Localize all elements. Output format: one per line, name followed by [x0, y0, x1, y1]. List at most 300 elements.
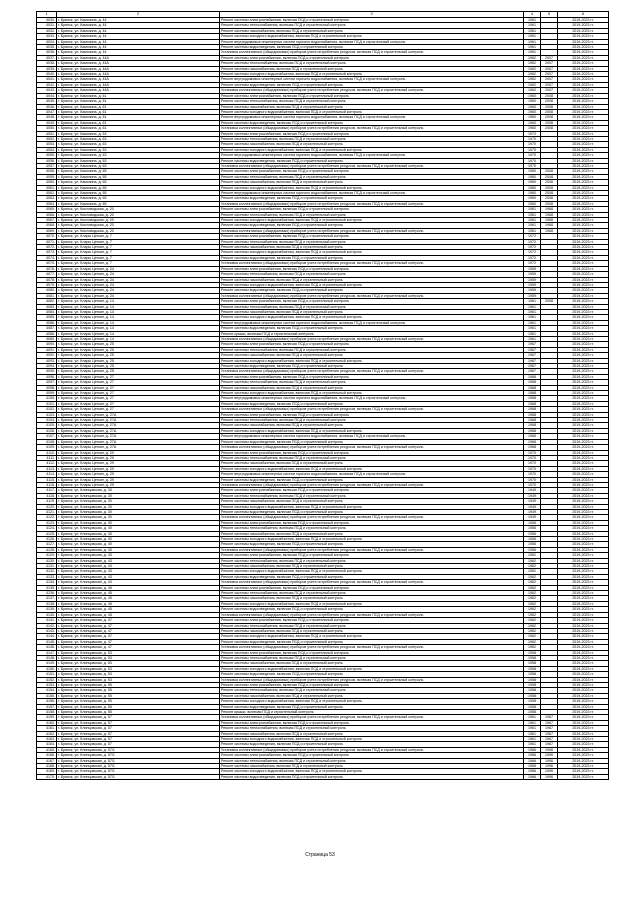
year-built-cell: 1959 — [524, 272, 541, 277]
year-reconstruction-cell: 1967 — [541, 715, 558, 720]
address-cell: г. Брянск, ул. Клары Цеткин, д. 29 — [57, 455, 220, 460]
row-number-cell: 4053. — [37, 142, 57, 147]
address-cell: г. Брянск, ул. Клинцовская, д. 57/1 — [57, 758, 220, 763]
period-cell: 2019-2023 гг. — [558, 34, 609, 39]
period-cell: 2019-2023 гг. — [558, 88, 609, 93]
year-built-cell: 1972 — [524, 234, 541, 239]
period-cell: 2019-2023 гг. — [558, 277, 609, 282]
address-cell: г. Брянск, ул. Клинцовская, д. 53 — [57, 677, 220, 682]
row-number-cell: 4102. — [37, 407, 57, 412]
row-number-cell: 4035. — [37, 45, 57, 50]
year-built-cell: 1968 — [524, 380, 541, 385]
work-type-cell: Ремонт системы газоснабжения, включая ПСД и строительный контроль — [220, 142, 524, 147]
row-number-cell: 4116. — [37, 482, 57, 487]
work-type-cell: Ремонт системы газоснабжения, включая ПСД и строительный контроль — [220, 693, 524, 698]
year-built-cell: 1961 — [524, 326, 541, 331]
address-cell: г. Брянск, ул. Клары Цеткин, д. 25 — [57, 347, 220, 352]
work-type-cell: Ремонт системы водоотведения, включая ПСД и строительный контроль — [220, 607, 524, 612]
work-type-cell: Ремонт системы теплоснабжения, включая ПСД и строительный контроль — [220, 623, 524, 628]
period-cell: 2019-2023 гг. — [558, 504, 609, 509]
address-cell: г. Брянск, ул. Клары Цеткин, д. 7 — [57, 234, 220, 239]
address-cell: г. Брянск, ул. Клары Цеткин, д. 29 — [57, 482, 220, 487]
work-type-cell: Ремонт системы водоотведения, включая ПСД и строительный контроль — [220, 255, 524, 260]
row-number-cell: 4063. — [37, 196, 57, 201]
address-cell: г. Брянск, ул. Клинцовская, д. 30 — [57, 493, 220, 498]
year-built-cell: 1962 — [524, 77, 541, 82]
row-number-cell: 4122. — [37, 515, 57, 520]
work-type-cell: Установка коллективных (общедомовых) приборов учета потребления ресурсов, включая ПСД и строительный контроль — [220, 445, 524, 450]
work-type-cell: Ремонт системы теплоснабжения, включая ПСД и строительный контроль — [220, 212, 524, 217]
work-type-cell: Установка коллективных (общедомовых) приборов учета потребления ресурсов, включая ПСД и строительный контроль — [220, 482, 524, 487]
row-number-cell: 4067. — [37, 218, 57, 223]
row-number-cell: 4040. — [37, 72, 57, 77]
year-reconstruction-cell: 1968 — [541, 228, 558, 233]
period-cell: 2019-2023 гг. — [558, 574, 609, 579]
work-type-cell: Ремонт системы холодного водоснабжения, включая ПСД и строительный контроль — [220, 250, 524, 255]
year-reconstruction-cell: 1967 — [541, 742, 558, 747]
row-number-cell: 4159. — [37, 715, 57, 720]
work-type-cell: Ремонт системы газоснабжения, включая ПСД и строительный контроль — [220, 564, 524, 569]
period-cell: 2019-2023 гг. — [558, 731, 609, 736]
address-cell: г. Брянск, ул. Клары Цеткин, д. 14 — [57, 309, 220, 314]
address-cell: г. Брянск, ул. Камозина, д. 44 — [57, 39, 220, 44]
year-built-cell: 1970 — [524, 158, 541, 163]
period-cell: 2019-2023 гг. — [558, 55, 609, 60]
row-number-cell: 4066. — [37, 212, 57, 217]
address-cell: г. Брянск, ул. Клинцовская, д. 45 — [57, 607, 220, 612]
work-type-cell: Ремонт системы электроснабжения, включая ПСД и строительный контроль — [220, 553, 524, 558]
address-cell: г. Брянск, ул. Клинцовская, д. 53 — [57, 661, 220, 666]
address-cell: г. Брянск, ул. Клары Цеткин, д. 27А — [57, 445, 220, 450]
year-built-cell: 1966 — [524, 747, 541, 752]
row-number-cell: 4162. — [37, 731, 57, 736]
row-number-cell: 4083. — [37, 304, 57, 309]
year-built-cell: 1968 — [524, 412, 541, 417]
address-cell: г. Брянск, ул. Камозина, д. 63 — [57, 163, 220, 168]
address-cell: г. Брянск, ул. Клинцовская, д. 53 — [57, 672, 220, 677]
year-built-cell: 1961 — [524, 309, 541, 314]
period-cell: 2019-2023 гг. — [558, 201, 609, 206]
address-cell: г. Брянск, ул. Камозина, д. 63 — [57, 136, 220, 141]
year-built-cell: 1962 — [524, 569, 541, 574]
row-number-cell: 4145. — [37, 639, 57, 644]
year-built-cell: 1956 — [524, 520, 541, 525]
address-cell: г. Брянск, ул. Камозина, д. 65 — [57, 185, 220, 190]
address-cell: г. Брянск, ул. Клинцовская, д. 55 — [57, 682, 220, 687]
address-cell: г. Брянск, ул. Кисловодская, д. 20 — [57, 223, 220, 228]
period-cell: 2019-2023 гг. — [558, 547, 609, 552]
address-cell: г. Брянск, ул. Клинцовская, д. 57/1 — [57, 764, 220, 769]
year-built-cell: 1956 — [524, 547, 541, 552]
work-type-cell: Установка коллективных (общедомовых) приборов учета потребления ресурсов, включая ПСД и строительный контроль — [220, 677, 524, 682]
work-type-cell: Ремонт системы электроснабжения, включая ПСД и строительный контроль — [220, 374, 524, 379]
period-cell: 2019-2023 гг. — [558, 174, 609, 179]
year-built-cell: 1961 — [524, 320, 541, 325]
period-cell: 2019-2023 гг. — [558, 585, 609, 590]
work-type-cell: Ремонт системы холодного водоснабжения, включая ПСД и строительный контроль — [220, 601, 524, 606]
period-cell: 2019-2023 гг. — [558, 428, 609, 433]
year-built-cell: 1968 — [524, 407, 541, 412]
address-cell: г. Брянск, ул. Клинцовская, д. 47 — [57, 628, 220, 633]
year-built-cell: 1960 — [524, 201, 541, 206]
row-number-cell: 4088. — [37, 331, 57, 336]
work-type-cell: Ремонт системы электроснабжения, включая ПСД и строительный контроль — [220, 520, 524, 525]
address-cell: г. Брянск, ул. Клары Цеткин, д. 14 — [57, 326, 220, 331]
column-number-header: 4 — [524, 12, 541, 18]
period-cell: 2019-2023 гг. — [558, 434, 609, 439]
work-type-cell: Ремонт системы электроснабжения, включая ПСД и строительный контроль — [220, 299, 524, 304]
work-type-cell: Ремонт системы электроснабжения, включая ПСД и строительный контроль — [220, 266, 524, 271]
work-type-cell: Ремонт системы теплоснабжения, включая ПСД и строительный контроль — [220, 591, 524, 596]
year-built-cell: 1967 — [524, 347, 541, 352]
year-built-cell: 1960 — [524, 174, 541, 179]
row-number-cell: 4127. — [37, 542, 57, 547]
year-reconstruction-cell: 1996 — [541, 747, 558, 752]
year-built-cell: 1959 — [524, 266, 541, 271]
year-built-cell: 1962 — [524, 55, 541, 60]
address-cell: г. Брянск, ул. Клары Цеткин, д. 27А — [57, 423, 220, 428]
year-built-cell: 1962 — [524, 72, 541, 77]
period-cell: 2019-2023 гг. — [558, 191, 609, 196]
year-built-cell: 1970 — [524, 455, 541, 460]
period-cell: 2019-2023 гг. — [558, 742, 609, 747]
year-built-cell: 1961 — [524, 50, 541, 55]
period-cell: 2019-2023 гг. — [558, 623, 609, 628]
address-cell: г. Брянск, ул. Кисловодская, д. 20 — [57, 212, 220, 217]
period-cell: 2019-2023 гг. — [558, 612, 609, 617]
period-cell: 2019-2023 гг. — [558, 272, 609, 277]
year-built-cell: 1968 — [524, 418, 541, 423]
work-type-cell: Ремонт системы водоотведения, включая ПСД и строительный контроль — [220, 774, 524, 779]
work-type-cell: Ремонт системы водоотведения, включая ПСД и строительный контроль — [220, 401, 524, 406]
repair-plan-table — [36, 11, 609, 780]
period-cell: 2019-2023 гг. — [558, 18, 609, 23]
address-cell: г. Брянск, ул. Клинцовская, д. 30 — [57, 504, 220, 509]
row-number-cell: 4104. — [37, 418, 57, 423]
address-cell: г. Брянск, ул. Клары Цеткин, д. 27А — [57, 428, 220, 433]
work-type-cell: Ремонт системы холодного водоснабжения, включая ПСД и строительный контроль — [220, 109, 524, 114]
row-number-cell: 4155. — [37, 693, 57, 698]
row-number-cell: 4115. — [37, 477, 57, 482]
row-number-cell: 4054. — [37, 147, 57, 152]
row-number-cell: 4033. — [37, 34, 57, 39]
work-type-cell: Ремонт системы водоотведения, включая ПСД и строительный контроль — [220, 288, 524, 293]
period-cell: 2019-2023 гг. — [558, 228, 609, 233]
period-cell: 2019-2023 гг. — [558, 77, 609, 82]
address-cell: г. Брянск, ул. Клары Цеткин, д. 14 — [57, 331, 220, 336]
period-cell: 2019-2023 гг. — [558, 737, 609, 742]
row-number-cell: 4136. — [37, 591, 57, 596]
address-cell: г. Брянск, ул. Клинцовская, д. 40 — [57, 547, 220, 552]
address-cell: г. Брянск, ул. Камозина, д. 65 — [57, 174, 220, 179]
period-cell: 2019-2023 гг. — [558, 569, 609, 574]
work-type-cell: Ремонт системы холодного водоснабжения, включая ПСД и строительный контроль — [220, 569, 524, 574]
row-number-cell: 4099. — [37, 391, 57, 396]
row-number-cell: 4078. — [37, 277, 57, 282]
address-cell: г. Брянск, ул. Клинцовская, д. 57 — [57, 715, 220, 720]
year-built-cell: 1949 — [524, 515, 541, 520]
period-cell: 2019-2023 гг. — [558, 477, 609, 482]
address-cell: г. Брянск, ул. Камозина, д. 44 — [57, 23, 220, 28]
row-number-cell: 4150. — [37, 666, 57, 671]
year-built-cell: 1972 — [524, 255, 541, 260]
work-type-cell: Установка коллективных (общедомовых) приборов учета потребления ресурсов, включая ПСД и строительный контроль — [220, 612, 524, 617]
period-cell: 2019-2023 гг. — [558, 23, 609, 28]
year-built-cell: 1962 — [524, 591, 541, 596]
row-number-cell: 4036. — [37, 50, 57, 55]
work-type-cell: Установка коллективных (общедомовых) приборов учета потребления ресурсов, включая ПСД и строительный контроль — [220, 126, 524, 131]
period-cell: 2019-2023 гг. — [558, 142, 609, 147]
year-built-cell: 1961 — [524, 34, 541, 39]
period-cell: 2019-2023 гг. — [558, 234, 609, 239]
row-number-cell: 4153. — [37, 682, 57, 687]
year-built-cell: 1968 — [524, 428, 541, 433]
period-cell: 2019-2023 гг. — [558, 774, 609, 779]
work-type-cell: Установка коллективных (общедомовых) приборов учета потребления ресурсов, включая ПСД и строительный контроль — [220, 293, 524, 298]
row-number-cell: 4031. — [37, 23, 57, 28]
year-built-cell: 1961 — [524, 18, 541, 23]
row-number-cell: 4059. — [37, 174, 57, 179]
row-number-cell: 4057. — [37, 163, 57, 168]
row-number-cell: 4093. — [37, 358, 57, 363]
row-number-cell: 4045. — [37, 99, 57, 104]
year-built-cell: 1970 — [524, 136, 541, 141]
year-built-cell: 1960 — [524, 126, 541, 131]
year-reconstruction-cell: 2008 — [541, 120, 558, 125]
row-number-cell: 4147. — [37, 650, 57, 655]
row-number-cell: 4096. — [37, 374, 57, 379]
year-built-cell: 1962 — [524, 618, 541, 623]
period-cell: 2019-2023 гг. — [558, 747, 609, 752]
row-number-cell: 4130. — [37, 558, 57, 563]
period-cell: 2019-2023 гг. — [558, 336, 609, 341]
row-number-cell: 4110. — [37, 450, 57, 455]
row-number-cell: 4048. — [37, 115, 57, 120]
year-built-cell: 1956 — [524, 542, 541, 547]
year-built-cell: 1961 — [524, 39, 541, 44]
work-type-cell: Ремонт системы теплоснабжения, включая ПСД и строительный контроль — [220, 758, 524, 763]
work-type-cell: Ремонт системы газоснабжения, включая ПСД и строительный контроль — [220, 423, 524, 428]
year-built-cell: 1966 — [524, 774, 541, 779]
work-type-cell: Установка коллективных (общедомовых) приборов учета потребления ресурсов, включая ПСД и строительный контроль — [220, 369, 524, 374]
year-reconstruction-cell: 1967 — [541, 720, 558, 725]
address-cell: г. Брянск, ул. Клары Цеткин, д. 25 — [57, 369, 220, 374]
period-cell: 2019-2023 гг. — [558, 196, 609, 201]
year-built-cell: 1958 — [524, 682, 541, 687]
address-cell: г. Брянск, ул. Камозина, д. 44 — [57, 18, 220, 23]
work-type-cell: Ремонт системы водоотведения, включая ПСД и строительный контроль — [220, 639, 524, 644]
year-built-cell: 1949 — [524, 499, 541, 504]
address-cell: г. Брянск, ул. Камозина, д. 61 — [57, 126, 220, 131]
period-cell: 2019-2023 гг. — [558, 472, 609, 477]
work-type-cell: Установка коллективных (общедомовых) приборов учета потребления ресурсов, включая ПСД и строительный контроль — [220, 715, 524, 720]
period-cell: 2019-2023 гг. — [558, 320, 609, 325]
address-cell: г. Брянск, ул. Клары Цеткин, д. 7 — [57, 250, 220, 255]
work-type-cell: Ремонт системы газоснабжения, включая ПСД и строительный контроль — [220, 245, 524, 250]
address-cell: г. Брянск, ул. Клары Цеткин, д. 7 — [57, 239, 220, 244]
year-built-cell: 1962 — [524, 580, 541, 585]
row-number-cell: 4064. — [37, 201, 57, 206]
row-number-cell: 4051. — [37, 131, 57, 136]
work-type-cell: Ремонт системы холодного водоснабжения, включая ПСД и строительный контроль — [220, 699, 524, 704]
period-cell: 2019-2023 гг. — [558, 753, 609, 758]
work-type-cell: Ремонт системы электроснабжения, включая ПСД и строительный контроль — [220, 131, 524, 136]
address-cell: г. Брянск, ул. Клинцовская, д. 47 — [57, 618, 220, 623]
year-built-cell: 1962 — [524, 585, 541, 590]
address-cell: г. Брянск, ул. Клинцовская, д. 57 — [57, 742, 220, 747]
year-built-cell: 1958 — [524, 693, 541, 698]
address-cell: г. Брянск, ул. Клары Цеткин, д. 27 — [57, 396, 220, 401]
address-cell: г. Брянск, ул. Клары Цеткин, д. 14 — [57, 299, 220, 304]
year-built-cell: 1960 — [524, 115, 541, 120]
year-built-cell: 1972 — [524, 261, 541, 266]
address-cell: г. Брянск, ул. Клинцовская, д. 40 — [57, 531, 220, 536]
year-built-cell: 1962 — [524, 607, 541, 612]
year-built-cell: 1970 — [524, 163, 541, 168]
address-cell: г. Брянск, ул. Камозина, д. 65 — [57, 191, 220, 196]
work-type-cell: Установка коллективных (общедомовых) приборов учета потребления ресурсов, включая ПСД и строительный контроль — [220, 407, 524, 412]
address-cell: г. Брянск, ул. Клары Цеткин, д. 29 — [57, 477, 220, 482]
year-built-cell: 1961 — [524, 331, 541, 336]
work-type-cell: Установка коллективных (общедомовых) приборов учета потребления ресурсов, включая ПСД и строительный контроль — [220, 228, 524, 233]
year-reconstruction-cell: 2008 — [541, 104, 558, 109]
year-built-cell: 1958 — [524, 699, 541, 704]
year-built-cell: 1970 — [524, 466, 541, 471]
work-type-cell: Установка коллективных (общедомовых) приборов учета потребления ресурсов, включая ПСД и строительный контроль — [220, 747, 524, 752]
period-cell: 2019-2023 гг. — [558, 218, 609, 223]
period-cell: 2019-2023 гг. — [558, 331, 609, 336]
row-number-cell: 4058. — [37, 169, 57, 174]
period-cell: 2019-2023 гг. — [558, 158, 609, 163]
work-type-cell: Ремонт системы холодного водоснабжения, включая ПСД и строительный контроль — [220, 147, 524, 152]
work-type-cell: Ремонт системы холодного водоснабжения, включая ПСД и строительный контроль — [220, 358, 524, 363]
year-reconstruction-cell: 1968 — [541, 223, 558, 228]
address-cell: г. Брянск, ул. Камозина, д. 44 — [57, 50, 220, 55]
address-cell: г. Брянск, ул. Кисловодская, д. 20 — [57, 228, 220, 233]
address-cell: г. Брянск, ул. Камозина, д. 65 — [57, 196, 220, 201]
period-cell: 2019-2023 гг. — [558, 596, 609, 601]
address-cell: г. Брянск, ул. Клары Цеткин, д. 14 — [57, 304, 220, 309]
row-number-cell: 4151. — [37, 672, 57, 677]
year-built-cell: 1962 — [524, 601, 541, 606]
year-reconstruction-cell: 2008 — [541, 169, 558, 174]
address-cell: г. Брянск, ул. Клинцовская, д. 30 — [57, 499, 220, 504]
period-cell: 2019-2023 гг. — [558, 520, 609, 525]
work-type-cell: Ремонт системы водоотведения, включая ПСД и строительный контроль — [220, 574, 524, 579]
column-number-header: 6 — [558, 12, 609, 18]
period-cell: 2019-2023 гг. — [558, 580, 609, 585]
row-number-cell: 4169. — [37, 769, 57, 774]
address-cell: г. Брянск, ул. Клинцовская, д. 53 — [57, 666, 220, 671]
address-cell: г. Брянск, ул. Клары Цеткин, д. 27 — [57, 374, 220, 379]
year-reconstruction-cell: 1967 — [541, 737, 558, 742]
table-row — [37, 774, 609, 779]
work-type-cell: Ремонт системы водоотведения, включая ПСД и строительный контроль — [220, 439, 524, 444]
work-type-cell: Ремонт системы холодного водоснабжения, включая ПСД и строительный контроль — [220, 72, 524, 77]
address-cell: г. Брянск, ул. Клары Цеткин, д. 27А — [57, 418, 220, 423]
work-type-cell: Ремонт системы теплоснабжения, включая ПСД и строительный контроль — [220, 99, 524, 104]
row-number-cell: 4097. — [37, 380, 57, 385]
work-type-cell: Ремонт системы электроснабжения, включая ПСД и строительный контроль — [220, 169, 524, 174]
period-cell: 2019-2023 гг. — [558, 607, 609, 612]
address-cell: г. Брянск, ул. Камозина, д. 44 — [57, 28, 220, 33]
address-cell: г. Брянск, ул. Клинцовская, д. 45 — [57, 612, 220, 617]
address-cell: г. Брянск, ул. Клинцовская, д. 45 — [57, 596, 220, 601]
year-built-cell: 1961 — [524, 45, 541, 50]
column-number-header: 2 — [57, 12, 220, 18]
address-cell: г. Брянск, ул. Клары Цеткин, д. 7 — [57, 261, 220, 266]
work-type-cell: Ремонт системы холодного водоснабжения, включая ПСД и строительный контроль — [220, 466, 524, 471]
year-built-cell: 1958 — [524, 704, 541, 709]
work-type-cell: Ремонт системы газоснабжения, включая ПСД и строительный контроль — [220, 180, 524, 185]
period-cell: 2019-2023 гг. — [558, 699, 609, 704]
year-built-cell: 1949 — [524, 493, 541, 498]
year-built-cell: 1959 — [524, 282, 541, 287]
work-type-cell: Ремонт системы теплоснабжения, включая ПСД и строительный контроль — [220, 347, 524, 352]
period-cell: 2019-2023 гг. — [558, 255, 609, 260]
period-cell: 2019-2023 гг. — [558, 509, 609, 514]
year-built-cell: 1949 — [524, 488, 541, 493]
period-cell: 2019-2023 гг. — [558, 315, 609, 320]
year-built-cell: 1962 — [524, 634, 541, 639]
period-cell: 2019-2023 гг. — [558, 180, 609, 185]
period-cell: 2019-2023 гг. — [558, 482, 609, 487]
row-number-cell: 4092. — [37, 353, 57, 358]
year-built-cell: 1956 — [524, 526, 541, 531]
period-cell: 2019-2023 гг. — [558, 531, 609, 536]
row-number-cell: 4164. — [37, 742, 57, 747]
period-cell: 2019-2023 гг. — [558, 661, 609, 666]
address-cell: г. Брянск, ул. Клары Цеткин, д. 14 — [57, 320, 220, 325]
period-cell: 2019-2023 гг. — [558, 401, 609, 406]
address-cell: г. Брянск, ул. Клинцовская, д. 43 — [57, 564, 220, 569]
period-cell: 2019-2023 гг. — [558, 72, 609, 77]
address-cell: г. Брянск, ул. Клары Цеткин, д. 14 — [57, 336, 220, 341]
address-cell: г. Брянск, ул. Клары Цеткин, д. 7 — [57, 245, 220, 250]
address-cell: г. Брянск, ул. Клинцовская, д. 55 — [57, 688, 220, 693]
year-built-cell: 1961 — [524, 336, 541, 341]
period-cell: 2019-2023 гг. — [558, 693, 609, 698]
work-type-cell: Ремонт системы водоотведения, включая ПСД и строительный контроль — [220, 45, 524, 50]
period-cell: 2019-2023 гг. — [558, 466, 609, 471]
row-number-cell: 4154. — [37, 688, 57, 693]
work-type-cell: Ремонт системы теплоснабжения, включая ПСД и строительный контроль — [220, 61, 524, 66]
address-cell: г. Брянск, ул. Клинцовская, д. 57/1 — [57, 769, 220, 774]
year-built-cell: 1968 — [524, 439, 541, 444]
year-built-cell: 1961 — [524, 726, 541, 731]
row-number-cell: 4068. — [37, 223, 57, 228]
year-built-cell: 1962 — [524, 639, 541, 644]
row-number-cell: 4120. — [37, 504, 57, 509]
period-cell: 2019-2023 гг. — [558, 304, 609, 309]
period-cell: 2019-2023 гг. — [558, 169, 609, 174]
work-type-cell: Ремонт системы холодного водоснабжения, включая ПСД и строительный контроль — [220, 634, 524, 639]
work-type-cell: Установка коллективных (общедомовых) приборов учета потребления ресурсов, включая ПСД и строительный контроль — [220, 88, 524, 93]
year-reconstruction-cell: 1996 — [541, 764, 558, 769]
address-cell: г. Брянск, ул. Камозина, д. 44А — [57, 55, 220, 60]
address-cell: г. Брянск, ул. Кисловодская, д. 20 — [57, 207, 220, 212]
work-type-cell: Ремонт системы водоотведения, включая ПСД и строительный контроль — [220, 542, 524, 547]
year-reconstruction-cell: 1996 — [541, 774, 558, 779]
work-type-cell: Ремонт системы газоснабжения, включая ПСД и строительный контроль — [220, 764, 524, 769]
row-number-cell: 4163. — [37, 737, 57, 742]
year-reconstruction-cell: 2007 — [541, 77, 558, 82]
address-cell: г. Брянск, ул. Клары Цеткин, д. 29 — [57, 472, 220, 477]
work-type-cell: Ремонт системы электроснабжения, включая ПСД и строительный контроль — [220, 753, 524, 758]
work-type-cell: Ремонт системы электроснабжения, включая ПСД и строительный контроль — [220, 488, 524, 493]
period-cell: 2019-2023 гг. — [558, 223, 609, 228]
address-cell: г. Брянск, ул. Камозина, д. 63 — [57, 158, 220, 163]
